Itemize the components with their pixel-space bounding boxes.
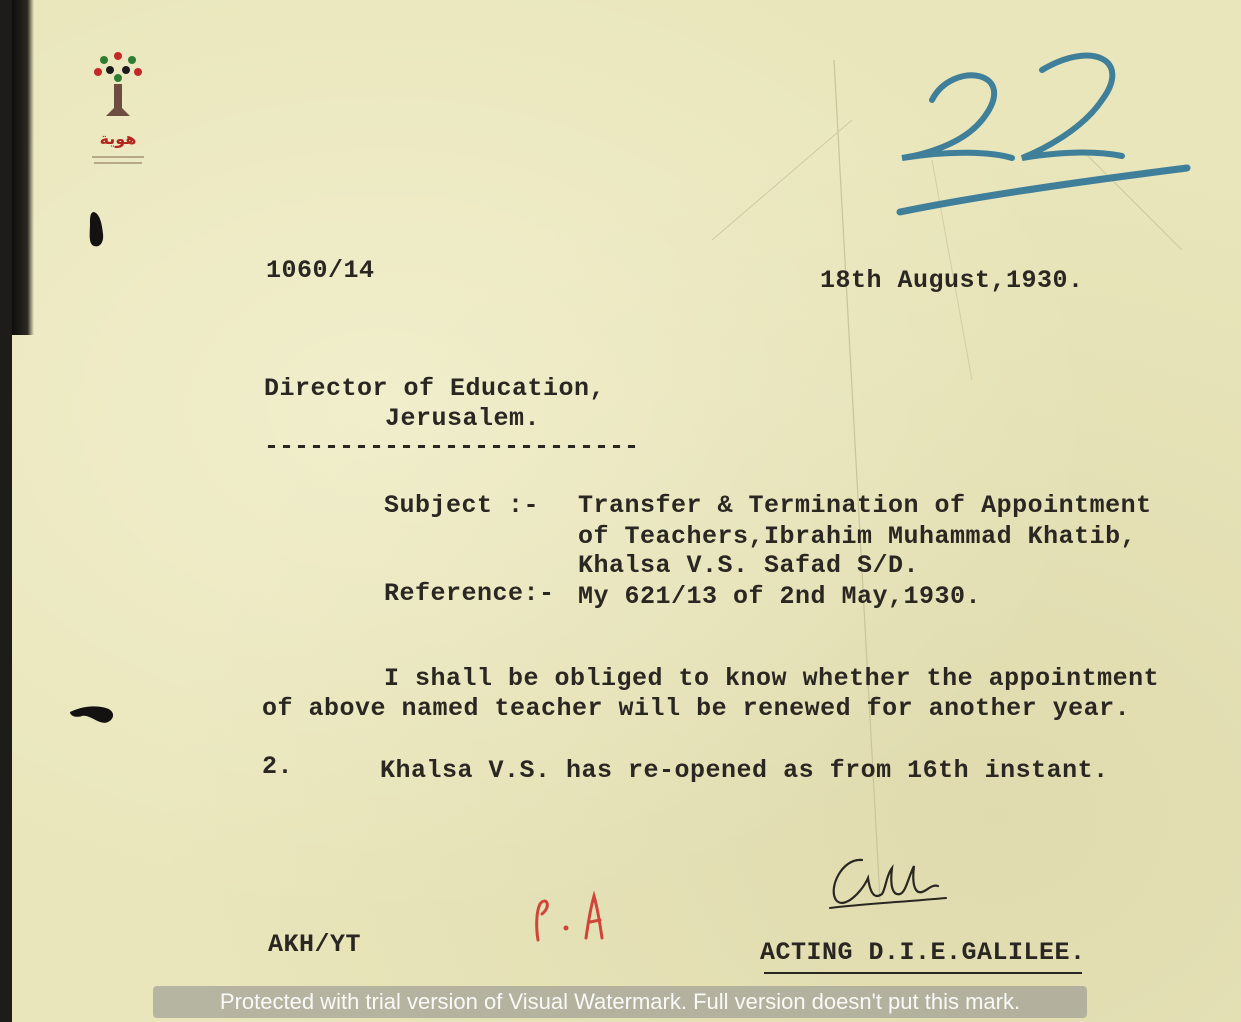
paragraph-1-line-2: of above named teacher will be renewed for another year. bbox=[262, 694, 1131, 723]
typist-initials: AKH/YT bbox=[268, 930, 362, 959]
signer-title: ACTING D.I.E.GALILEE. bbox=[760, 938, 1086, 967]
reference-number: 1060/14 bbox=[266, 256, 375, 285]
subject-line: Transfer & Termination of Appointment bbox=[578, 491, 1152, 520]
subject-line: of Teachers,Ibrahim Muhammad Khatib, bbox=[578, 522, 1137, 551]
tree-icon bbox=[94, 52, 142, 116]
addressee: Director of Education, bbox=[264, 374, 606, 403]
handwritten-page-number bbox=[892, 40, 1192, 230]
signer-underline bbox=[764, 972, 1082, 974]
subject-label: Subject :- bbox=[384, 491, 540, 520]
handwritten-number-text: 22 bbox=[892, 40, 894, 41]
paragraph-2-number: 2. bbox=[262, 752, 294, 781]
organization-logo bbox=[84, 50, 152, 174]
ink-blot bbox=[68, 700, 118, 730]
red-pencil-annotation bbox=[528, 888, 612, 948]
addressee-divider: ------------------------- bbox=[264, 432, 640, 461]
paragraph-1-line-1: I shall be obliged to know whether the appointment bbox=[384, 664, 1160, 693]
addressee-city: Jerusalem. bbox=[385, 404, 541, 433]
watermark-banner: Protected with trial version of Visual Watermark. Full version doesn't put this mark. bbox=[153, 986, 1087, 1018]
logo-text: هوية bbox=[99, 129, 137, 148]
letter-date: 18th August,1930. bbox=[820, 266, 1084, 295]
document-page bbox=[12, 0, 1241, 1022]
reference-label: Reference:- bbox=[384, 579, 555, 608]
reference-text: My 621/13 of 2nd May,1930. bbox=[578, 582, 982, 611]
handwritten-signature bbox=[822, 848, 952, 918]
subject-line: Khalsa V.S. Safad S/D. bbox=[578, 551, 920, 580]
ink-blot bbox=[84, 210, 114, 250]
paragraph-2-text: Khalsa V.S. has re-opened as from 16th instant. bbox=[380, 756, 1109, 785]
